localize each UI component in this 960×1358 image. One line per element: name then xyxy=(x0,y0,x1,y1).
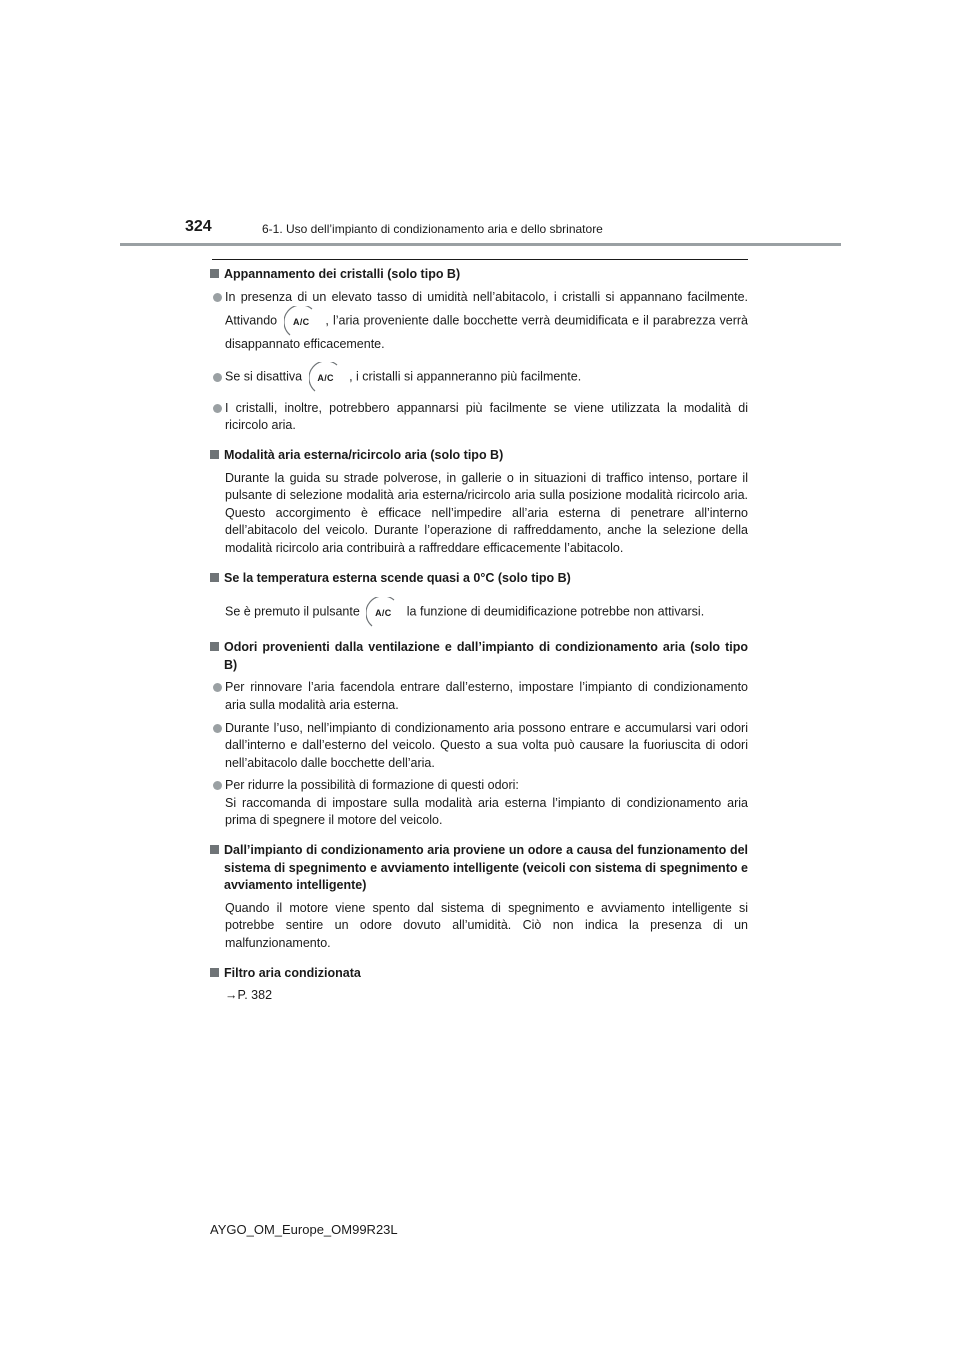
section-title: 6-1. Uso dell’impianto di condizionamento aria e dello sbrinatore xyxy=(262,222,603,236)
round-bullet-icon xyxy=(213,373,222,382)
round-bullet-icon xyxy=(213,683,222,692)
header-rule xyxy=(120,243,841,246)
paragraph xyxy=(210,597,748,627)
heading-text: Appannamento dei cristalli (solo tipo B) xyxy=(224,267,461,281)
square-bullet-icon xyxy=(210,642,219,651)
bullet-text: Durante l’uso, nell’impianto di condizionamento aria possono entrare e accumularsi vari odori dall’interno e dall’esterno del veicolo. Questo a sua volta può causare la fuoriuscita di odori nell’abitacolo dalle bocchette dell’aria. xyxy=(225,720,748,770)
bullet-text: Si raccomanda di impostare sulla modalità aria esterna l’impianto di condizionamento aria prima di spegnere il motore del veicolo. xyxy=(225,795,748,828)
ac-button-icon: A/C xyxy=(309,362,343,392)
bullet-text: Per ridurre la possibilità di formazione di questi odori: xyxy=(225,778,519,793)
square-bullet-icon xyxy=(210,968,219,977)
heading-text: Se la temperatura esterna scende quasi a 0°C (solo tipo B) xyxy=(224,570,571,585)
heading-odors xyxy=(210,639,748,674)
bullet-text: In presenza di un elevato tasso di umidità nell’abitacolo, i cristalli si appannano facilmente. Attivando xyxy=(225,289,748,328)
paragraph: Durante la guida su strade polverose, in gallerie o in situazioni di traffico intenso, portare il pulsante di selezione modalità aria esterna/ricircolo aria sulla posizione modalità ricircolo aria. Questo accorgimento è efficace nell’impedire all’aria esterna di penetrare all’interno dell’abitacolo del veicolo. Durante l’operazione di raffreddamento, anche la selezione della modalità ricircolo aria contribuirà a raffreddare efficacemente l’abitacolo. xyxy=(225,470,748,555)
heading-air-mode xyxy=(210,447,748,465)
bullet-item xyxy=(210,289,748,354)
bullet-item xyxy=(210,679,748,714)
ac-button-icon: A/C xyxy=(284,306,318,336)
page-content xyxy=(210,266,748,1010)
paragraph: Quando il motore viene spento dal sistema di spegnimento e avviamento intelligente si potrebbe sentire un odore dovuto all’umidità. Ciò non indica la presenza di un malfunzionamento. xyxy=(225,900,748,951)
heading-low-temperature xyxy=(210,570,748,588)
bullet-text: , l’aria proveniente dalle bocchette verrà deumidificata e il parabrezza verrà disappannato efficacemente. xyxy=(225,313,748,352)
square-bullet-icon xyxy=(210,573,219,582)
bullet-item xyxy=(210,720,748,773)
page-number: 324 xyxy=(185,218,212,235)
bullet-text: Se si disattiva xyxy=(225,369,303,384)
bullet-item xyxy=(210,777,748,830)
paragraph-text: la funzione di deumidificazione potrebbe non attivarsi. xyxy=(406,604,705,619)
document-code-footer: AYGO_OM_Europe_OM99R23L xyxy=(210,1222,398,1237)
square-bullet-icon xyxy=(210,845,219,854)
bullet-text: Per rinnovare l’aria facendola entrare dall’esterno, impostare l’impianto di condizionamento aria sulla modalità aria esterna. xyxy=(225,680,748,712)
heading-fogging xyxy=(210,266,748,284)
round-bullet-icon xyxy=(213,404,222,413)
heading-air-filter xyxy=(210,965,748,983)
bullet-item xyxy=(210,362,748,392)
heading-text: Odori provenienti dalla ventilazione e dall’impianto di condizionamento aria (solo tipo B) xyxy=(224,640,748,672)
round-bullet-icon xyxy=(213,293,222,302)
heading-text: Dall’impianto di condizionamento aria proviene un odore a causa del funzionamento del sistema di spegnimento e avviamento intelligente (veicoli con sistema di spegnimento e avviamento intelligente) xyxy=(224,843,748,893)
bullet-text: , i cristalli si appanneranno più facilmente. xyxy=(349,369,582,384)
bullet-text: I cristalli, inoltre, potrebbero appannarsi più facilmente se viene utilizzata la modalità di ricircolo aria. xyxy=(225,400,748,433)
round-bullet-icon xyxy=(213,724,222,733)
heading-text: Filtro aria condizionata xyxy=(224,965,361,980)
bullet-item xyxy=(210,400,748,435)
top-rule xyxy=(212,259,748,260)
ac-button-icon: A/C xyxy=(366,597,400,627)
round-bullet-icon xyxy=(213,781,222,790)
heading-text: Modalità aria esterna/ricircolo aria (solo tipo B) xyxy=(224,447,504,462)
page-reference-link[interactable]: →P. 382 xyxy=(225,988,273,1003)
square-bullet-icon xyxy=(210,450,219,459)
paragraph-text: Se è premuto il pulsante xyxy=(225,604,360,619)
square-bullet-icon xyxy=(210,269,219,278)
heading-stop-start-odor xyxy=(210,842,748,895)
